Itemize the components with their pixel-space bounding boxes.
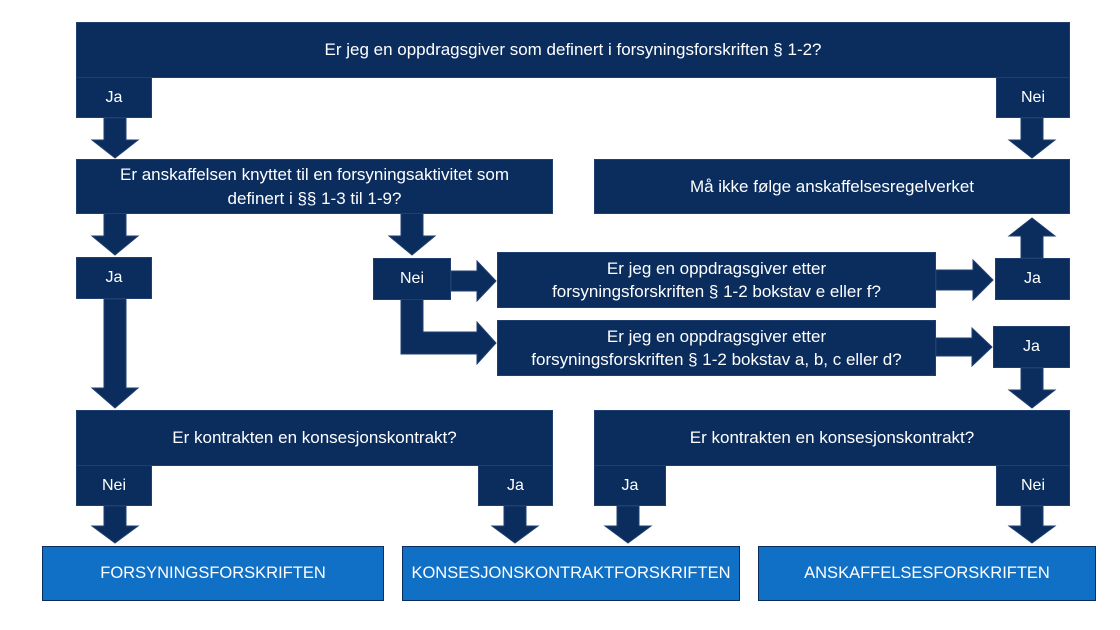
q1-yes-text: Ja [105,88,123,106]
q3-yes-text: Ja [1024,270,1041,287]
q5-yes-text: Ja [507,476,524,494]
question-bokstav-e-f-line2: forsyningsforskriften § 1-2 bokstav e eller f? [552,282,881,301]
q6-yes-text: Ja [621,476,639,494]
question-bokstav-a-d-line2: forsyningsforskriften § 1-2 bokstav a, b, c eller d? [531,350,902,369]
arrow-ja-up-to-not-required [1009,218,1055,258]
question-konsesjonskontrakt-left-text: Er kontrakten en konsesjonskontrakt? [172,428,457,448]
result-anskaffelsesforskriften-text: ANSKAFFELSESFORSKRIFTEN [804,564,1050,582]
arrow-q6-nei-down [1009,506,1055,543]
question-konsesjonskontrakt-right [594,410,1070,466]
q1-yes-label [76,77,152,118]
question-bokstav-e-f-line1: Er jeg en oppdragsgiver etter [606,258,827,278]
q2-yes-text: Ja [105,269,123,286]
question-oppdragsgiver-definition [76,22,1070,78]
arrow-q2-nei-down [389,213,435,255]
q6-no-label [996,465,1070,506]
result-konsesjonskontraktforskriften-text: KONSESJONSKONTRAKTFORSKRIFTEN [411,564,731,582]
result-konsesjonskontraktforskriften [402,546,740,601]
arrow-q1-nei-down [1009,118,1055,158]
arrow-ja-to-q5 [92,299,138,408]
q6-yes-label [594,465,666,506]
q3-yes-label [995,258,1070,300]
arrow-ja-down-to-q6 [1009,368,1055,408]
q2-no-label [373,258,451,300]
arrow-q2-ja-down [92,213,138,255]
question-forsyningsaktivitet [76,159,553,214]
q6-no-text: Nei [1020,476,1045,494]
result-forsyningsforskriften [42,546,384,601]
result-anskaffelsesforskriften [758,546,1096,601]
outcome-not-required [594,159,1070,214]
arrow-nei-to-q4 [401,299,496,364]
q4-yes-label [993,326,1070,368]
result-forsyningsforskriften-text: FORSYNINGSFORSKRIFTEN [100,564,326,582]
q5-yes-label [478,465,553,506]
question-forsyningsaktivitet-line2: definert i §§ 1-3 til 1-9? [227,188,402,208]
q5-no-label [76,465,152,506]
arrow-q5-nei-down [92,506,138,543]
question-konsesjonskontrakt-right-text: Er kontrakten en konsesjonskontrakt? [689,428,975,448]
q1-no-label [996,77,1070,118]
q4-yes-text: Ja [1023,338,1040,355]
q5-no-text: Nei [101,476,126,494]
arrow-q1-ja-down [92,118,138,158]
arrow-q6-ja-down [605,506,651,543]
outcome-not-required-text: Må ikke følge anskaffelsesregelverket [689,176,975,196]
arrow-nei-to-q3 [451,261,496,301]
question-bokstav-a-d-line1: Er jeg en oppdragsgiver etter [606,326,827,346]
question-bokstav-e-f [497,252,936,308]
question-konsesjonskontrakt-left [76,410,553,466]
q1-no-text: Nei [1020,88,1045,106]
question-forsyningsaktivitet-line1: Er anskaffelsen knyttet til en forsyningsaktivitet som [120,165,509,185]
arrow-q3-to-ja [936,260,993,300]
q2-yes-label [76,257,152,299]
question-oppdragsgiver-definition-text: Er jeg en oppdragsgiver som definert i forsyningsforskriften § 1-2? [324,40,822,60]
arrow-q5-ja-down [492,506,538,543]
arrow-q4-to-ja [936,328,992,366]
q2-no-text: Nei [399,270,424,287]
question-bokstav-a-d [497,320,936,376]
